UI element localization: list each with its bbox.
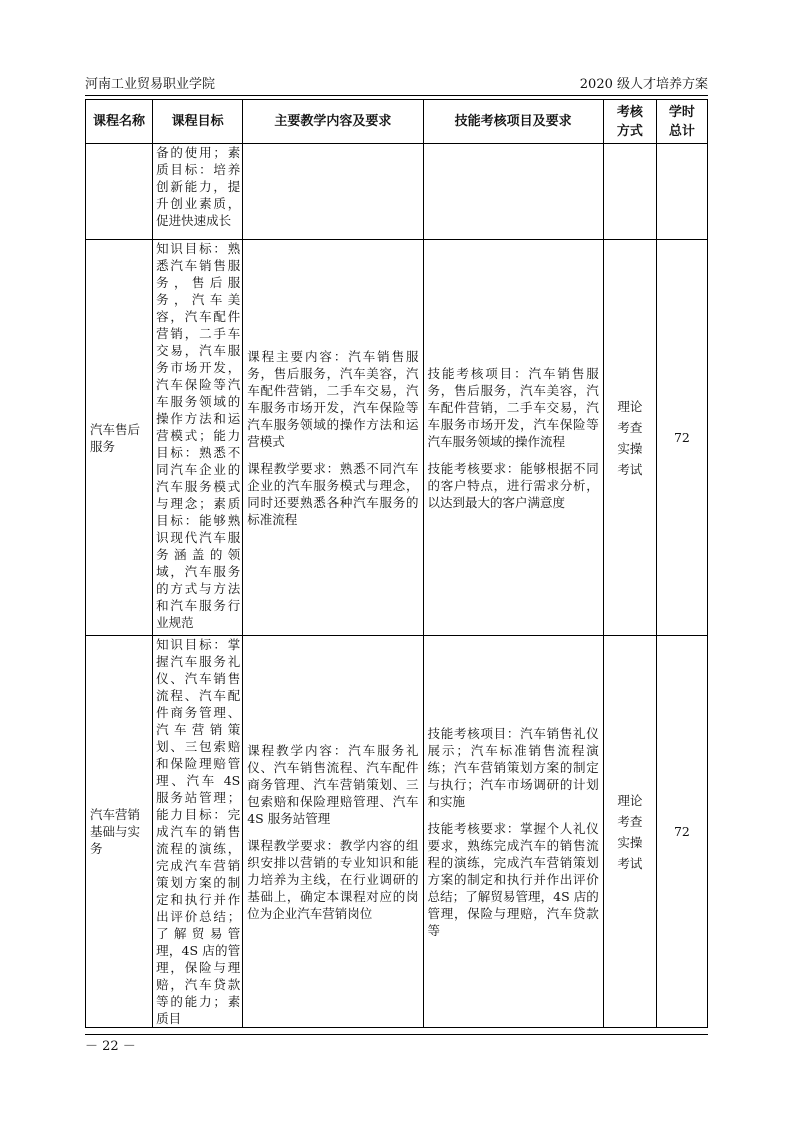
course-goal-cell: 知识目标：熟悉汽车销售服务，售后服务，汽车美容，汽车配件营销，二手车交易，汽车服务市场开发，汽车保险等汽车服务领域的操作方法和运营模式；能力目标：熟悉不同汽车企业的汽车服务模式与理念；素质目标：能够熟识现代汽车服务涵盖的领域，汽车服务的方式与方法和汽车服务行业规范	[153, 240, 243, 636]
hours-cell	[656, 144, 707, 240]
program-title: 2020 级人才培养方案	[579, 77, 708, 92]
skills-cell	[423, 636, 603, 1028]
method-cell	[603, 636, 656, 1028]
page-footer	[85, 1034, 708, 1056]
header-hours	[656, 100, 707, 144]
course-goal-cell: 知识目标：掌握汽车服务礼仪、汽车销售流程、汽车配件商务管理、汽车营销策划、三包索赔和保险理赔管理、汽车 4S 服务站管理；能力目标：完成汽车的销售流程的演练，完成汽车营销策划方案的制定和执行并作出评价总结；了解贸易管理，4S 店的管理，保险与理赔，汽车贷款等的能力；素质目	[153, 636, 243, 1028]
hours-cell: 72	[656, 636, 707, 1028]
table-row	[86, 636, 708, 1028]
curriculum-table	[85, 99, 708, 1028]
method-line: 考试	[617, 461, 643, 477]
method-line: 实操	[617, 834, 643, 850]
method-line: 理论	[617, 792, 643, 808]
method-cell	[603, 144, 656, 240]
content-cell	[243, 240, 423, 636]
content-requirement-para: 课程教学要求：熟悉不同汽车企业的汽车服务模式与理念，同时还要熟悉各种汽车服务的标准流程	[247, 460, 419, 527]
table-row	[86, 144, 708, 240]
header-rule	[85, 95, 708, 96]
header-content: 主要教学内容及要求	[243, 100, 423, 144]
header-hours-line2: 总计	[668, 123, 695, 139]
content-cell	[243, 636, 423, 1028]
content-main-para: 课程主要内容：汽车销售服务，售后服务，汽车美容，汽车配件营销，二手车交易，汽车服务市场开发，汽车保险等汽车服务领域的操作方法和运营模式	[247, 348, 419, 449]
content-cell	[243, 144, 423, 240]
skills-item-para: 技能考核项目：汽车销售服务，售后服务，汽车美容，汽车配件营销，二手车交易，汽车服务市场开发，汽车保险等汽车服务领域的操作流程	[427, 365, 599, 449]
header-method	[603, 100, 656, 144]
method-line: 考查	[617, 419, 643, 435]
method-line: 理论	[617, 398, 643, 414]
course-name-cell: 汽车售后服务	[86, 240, 153, 636]
course-goal-cell: 备的使用；素质目标：培养创新能力，提升创业素质，促进快速成长	[153, 144, 243, 240]
method-line: 考查	[617, 813, 643, 829]
content-requirement-para: 课程教学要求：教学内容的组织安排以营销的专业知识和能力培养为主线，在行业调研的基础上，确定本课程对应的岗位为企业汽车营销岗位	[247, 837, 419, 921]
header-course-goal: 课程目标	[153, 100, 243, 144]
table-header-row	[86, 100, 708, 144]
skills-requirement-para: 技能考核要求：掌握个人礼仪要求，熟练完成汽车的销售流程的演练，完成汽车营销策划方案的制定和执行并作出评价总结；了解贸易管理，4S 店的管理，保险与理赔，汽车贷款等	[427, 820, 599, 938]
skills-cell	[423, 144, 603, 240]
method-line: 实操	[617, 440, 643, 456]
course-name-cell	[86, 144, 153, 240]
skills-item-para: 技能考核项目：汽车销售礼仪展示；汽车标准销售流程演练；汽车营销策划方案的制定与执行；汽车市场调研的计划和实施	[427, 725, 599, 809]
page-header	[85, 76, 708, 94]
skills-cell	[423, 240, 603, 636]
header-course-name: 课程名称	[86, 100, 153, 144]
header-method-line1: 考核	[616, 104, 643, 120]
method-cell	[603, 240, 656, 636]
method-line: 考试	[617, 855, 643, 871]
page-number: － 22 －	[85, 1039, 136, 1054]
institution-name: 河南工业贸易职业学院	[85, 77, 216, 92]
content-main-para: 课程教学内容：汽车服务礼仪、汽车销售流程、汽车配件商务管理、汽车营销策划、三包索赔和保险理赔管理、汽车 4S 服务站管理	[247, 742, 419, 826]
header-hours-line1: 学时	[668, 104, 695, 120]
header-method-line2: 方式	[616, 123, 643, 139]
course-name-cell: 汽车营销基础与实务	[86, 636, 153, 1028]
table-row	[86, 240, 708, 636]
skills-requirement-para: 技能考核要求：能够根据不同的客户特点，进行需求分析，以达到最大的客户满意度	[427, 460, 599, 510]
header-skills: 技能考核项目及要求	[423, 100, 603, 144]
hours-cell: 72	[656, 240, 707, 636]
